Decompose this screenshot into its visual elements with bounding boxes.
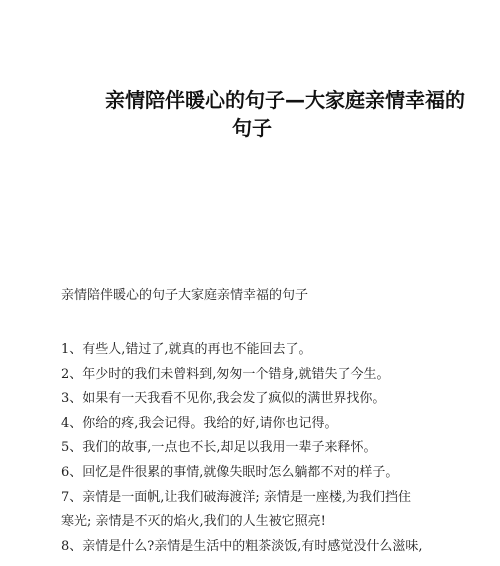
quote-line-5: 5、我们的故事,一点也不长,却足以我用一辈子来释怀。: [61, 440, 377, 456]
document-title-line-1: 亲情陪伴暖心的句子—大家庭亲情幸福的: [105, 88, 465, 112]
document-title-line-2: 句子: [232, 116, 272, 140]
quote-line-7-continued: 寒光; 亲情是不灭的焰火,我们的人生被它照亮!: [61, 514, 326, 530]
quote-line-3: 3、如果有一天我看不见你,我会发了疯似的满世界找你。: [61, 391, 386, 407]
quote-line-7: 7、亲情是一面帆,让我们破海渡洋; 亲情是一座楼,为我们挡住: [61, 489, 412, 505]
quote-line-6: 6、回忆是件很累的事情,就像失眠时怎么躺都不对的样子。: [61, 464, 399, 480]
quote-list: [61, 338, 481, 559]
quote-line-1: 1、有些人,错过了,就真的再也不能回去了。: [61, 342, 312, 357]
document-title: [60, 86, 490, 142]
quote-line-2: 2、年少时的我们未曾料到,匆匆一个错身,就错失了今生。: [61, 366, 390, 382]
document-subtitle: 亲情陪伴暖心的句子大家庭亲情幸福的句子: [61, 288, 309, 303]
quote-line-8: 8、亲情是什么?亲情是生活中的粗茶淡饭,有时感觉没什么滋味,: [61, 538, 423, 554]
quote-line-4: 4、你给的疼,我会记得。我给的好,请你也记得。: [61, 415, 338, 431]
